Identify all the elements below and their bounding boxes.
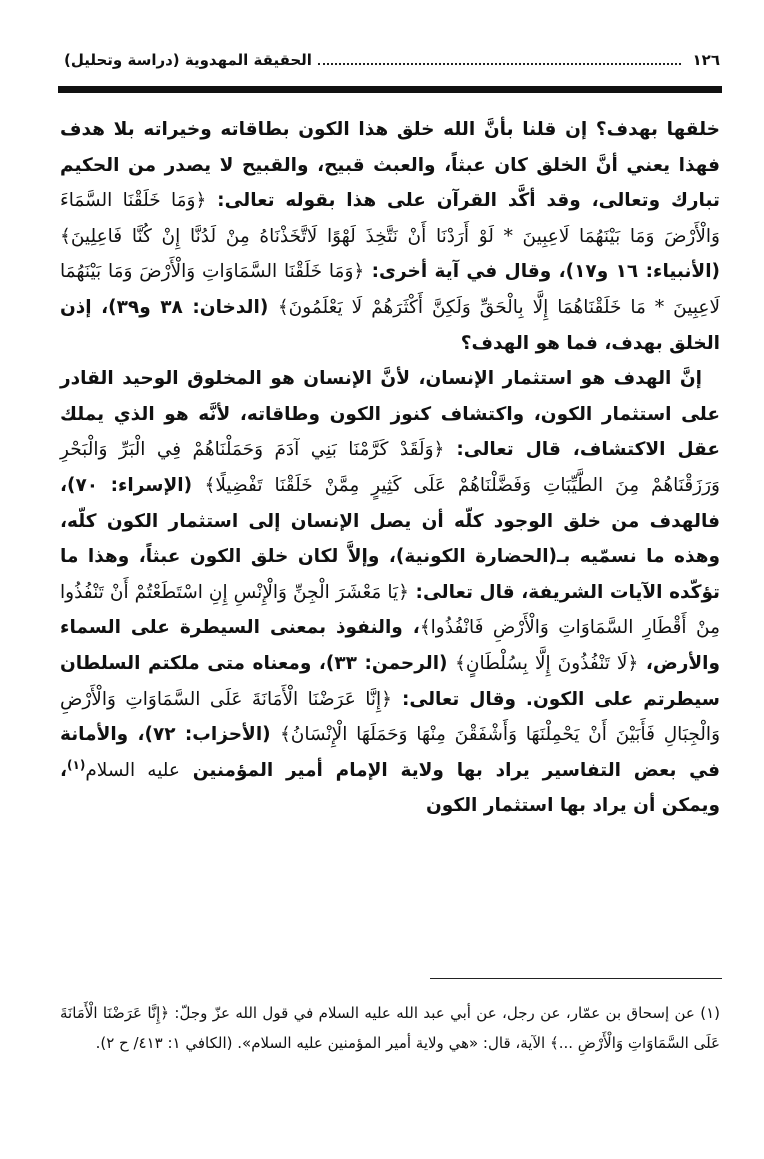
running-title: الحقيقة المهدوية (دراسة وتحليل)	[64, 51, 312, 69]
quran-verse: ﴿إِنَّا عَرَضْنَا الْأَمَانَةَ عَلَى السَّمَاوَاتِ وَالْأَرْضِ وَالْجِبَالِ فَأَبَيْنَ أَنْ يَحْمِلْنَهَا وَأَشْفَقْنَ مِنْهَا وَحَمَلَهَا الْإِنْسَانُ﴾	[60, 688, 721, 746]
body-text: إنَّ الهدف هو استثمار الإنسان، لأنَّ الإنسان هو المخلوق الوحيد القادر على استثمار الكون، واكتشاف كنوز الكون وطاقاته، لأنَّه هو الذي يملك عقل الاكتشاف، قال تعالى:	[60, 368, 720, 461]
main-text	[60, 112, 720, 824]
header-rule	[58, 86, 722, 93]
page-number: ١٢٦	[692, 51, 720, 69]
body-text: (الأحزاب: ٧٢)، والأمانة في بعض التفاسير يراد بها ولاية الإمام أمير المؤمنين	[60, 724, 720, 781]
footnote: (١) عن إسحاق بن عمّار، عن رجل، عن أبي عبد الله عليه السلام في قول الله عزّ وجلّ: ﴿إِنَّا عَرَضْنَا الْأَمَانَةَ عَلَى السَّمَاوَاتِ وَالْأَرْضِ ...﴾ الآية، قال: «هي ولاية أمير المؤمنين عليه السلام». (الكافي ١: ٤١٣/ ح ٢).	[60, 1004, 720, 1052]
body-paragraph	[60, 361, 720, 824]
body-text: (الإسراء: ٧٠)، فالهدف من خلق الوجود كلّه أن يصل الإنسان إلى استثمار الكون كلّه، وهذه ما نسمّيه بـ(الحضارة الكونية)، وإلاَّ لكان خلق الكون عبثاً، وهذا ما تؤكّده الآيات الشريفة، قال تعالى:	[60, 474, 721, 603]
quran-verse: ﴿يَا مَعْشَرَ الْجِنِّ وَالْإِنْسِ إِنِ اسْتَطَعْتُمْ أَنْ تَنْفُذُوا مِنْ أَقْطَارِ السَّمَاوَاتِ وَالْأَرْضِ فَانْفُذُوا﴾	[60, 581, 720, 639]
body-text: (الأنبياء: ١٦ و١٧)، وقال في آية أخرى:	[364, 261, 721, 283]
page-header	[64, 46, 720, 74]
footnote-marker: (١)	[67, 757, 86, 772]
quran-verse: ﴿وَلَقَدْ كَرَّمْنَا بَنِي آدَمَ وَحَمَلْنَاهُمْ فِي الْبَرِّ وَالْبَحْرِ وَرَزَقْنَاهُمْ مِنَ الطَّيِّبَاتِ وَفَضَّلْنَاهُمْ عَلَى كَثِيرٍ مِمَّنْ خَلَقْنَا تَفْضِيلًا﴾	[60, 439, 720, 496]
body-text: (الرحمن: ٣٣)، ومعناه متى ملكتم السلطان سيطرتم على الكون. وقال تعالى:	[60, 652, 720, 710]
quran-verse: ﴿وَمَا خَلَقْنَا السَّمَاوَاتِ وَالْأَرْضَ وَمَا بَيْنَهُمَا لَاعِبِينَ * مَا خَلَقْنَاهُمَا إِلَّا بِالْحَقِّ وَلَكِنَّ أَكْثَرَهُمْ لَا يَعْلَمُونَ﴾	[60, 261, 720, 318]
body-text: ، ويمكن أن يراد بها استثمار الكون	[60, 759, 720, 817]
body-text: (الدخان: ٣٨ و٣٩)، إذن الخلق بهدف، فما هو الهدف؟	[60, 296, 720, 354]
quran-verse: ﴿وَمَا خَلَقْنَا السَّمَاءَ وَالْأَرْضَ وَمَا بَيْنَهُمَا لَاعِبِينَ * لَوْ أَرَدْنَا أَنْ نَتَّخِذَ لَهْوًا لَاتَّخَذْنَاهُ مِنْ لَدُنَّا إِنْ كُنَّا فَاعِلِينَ﴾	[60, 190, 720, 247]
quran-verse: ﴿لَا تَنْفُذُونَ إِلَّا بِسُلْطَانٍ﴾	[455, 652, 639, 674]
quran-verse: عليه السلام	[85, 759, 180, 781]
body-paragraph	[60, 112, 720, 361]
footnote-separator	[430, 978, 722, 979]
body-text: ، والنفوذ بمعنى السيطرة على السماء والأرض،	[60, 617, 721, 674]
header-dot-leader	[318, 63, 681, 65]
body-text: خلقها بهدف؟ إن قلنا بأنَّ الله خلق هذا الكون بطاقاته وخيراته بلا هدف فهذا يعني أنَّ الخلق كان عبثاً، والعبث قبيح، والقبيح لا يصدر من الحكيم تبارك وتعالى، وقد أكَّد القرآن على هذا بقوله تعالى:	[60, 119, 721, 212]
